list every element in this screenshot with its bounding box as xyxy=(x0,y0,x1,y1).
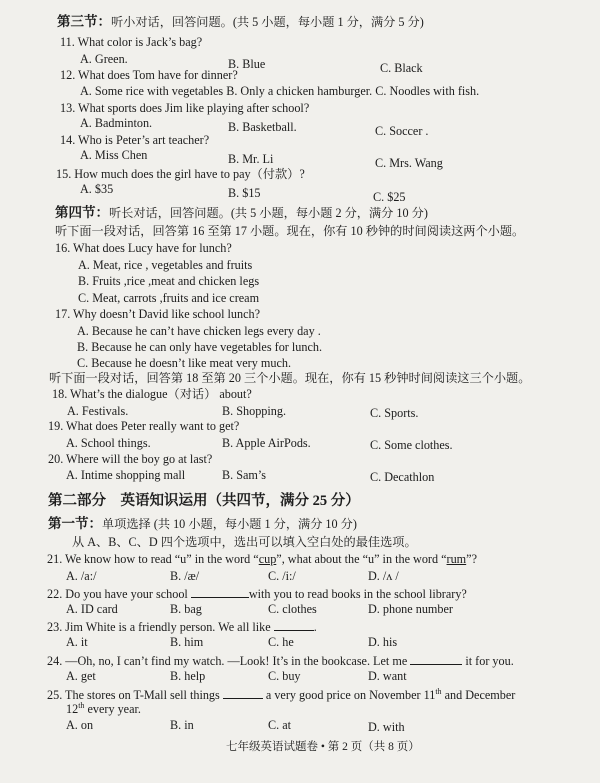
q25-question: 25. The stores on T-Mall sell things a very good price on November 11th and December xyxy=(47,686,516,702)
q23-option-a: A. it xyxy=(66,635,88,649)
q18-option-c: C. Sports. xyxy=(370,406,419,420)
q24-option-a: A. get xyxy=(66,669,96,683)
q20-option-a: A. Intime shopping mall xyxy=(66,468,186,482)
q24-blank xyxy=(410,653,462,665)
q25-option-d: D. with xyxy=(368,720,405,734)
q25-option-c: C. at xyxy=(268,718,292,732)
section4-intro-2: 听下面一段对话，回答第 18 至第 20 三个小题。现在，你有 15 秒钟时间阅读这三个小题。 xyxy=(49,371,531,385)
part2-section1-heading: 第一节：单项选择 (共 10 小题，每小题 1 分，满分 10 分) xyxy=(48,516,357,531)
section4-heading: 第四节：听长对话，回答问题。(共 5 小题，每小题 2 分，满分 10 分) xyxy=(55,205,428,220)
q14-question: 14. Who is Peter’s art teacher? xyxy=(60,133,210,147)
q15-option-c: C. $25 xyxy=(373,190,406,204)
q11-question: 11. What color is Jack’s bag? xyxy=(60,35,203,49)
q22-option-c: C. clothes xyxy=(268,602,317,616)
q20-option-c: C. Decathlon xyxy=(370,470,435,484)
q17-option-b: B. Because he can only have vegetables for lunch. xyxy=(77,340,323,354)
page-footer: 七年级英语试题卷 • 第 2 页（共 8 页） xyxy=(226,741,420,753)
q15-option-b: B. $15 xyxy=(228,186,261,200)
q22-option-a: A. ID card xyxy=(66,602,118,616)
q16-option-a: A. Meat, rice , vegetables and fruits xyxy=(78,258,253,272)
q14-option-b: B. Mr. Li xyxy=(228,152,274,166)
q21-option-b: B. /æ/ xyxy=(170,569,200,583)
q15-question: 15. How much does the girl have to pay（付款）? xyxy=(56,167,305,181)
q14-option-c: C. Mrs. Wang xyxy=(375,156,443,170)
q16-option-b: B. Fruits ,rice ,meat and chicken legs xyxy=(78,274,260,288)
q12-options: A. Some rice with vegetables B. Only a chicken hamburger. C. Noodles with fish. xyxy=(80,84,480,98)
q13-option-b: B. Basketball. xyxy=(228,120,297,134)
part2-heading: 第二部分 英语知识运用（共四节，满分 25 分） xyxy=(48,493,360,509)
q24-option-b: B. help xyxy=(170,669,206,683)
section4-intro-1: 听下面一段对话，回答第 16 至第 17 小题。现在，你有 10 秒钟的时间阅读这两个小题。 xyxy=(55,224,525,238)
q20-question: 20. Where will the boy go at last? xyxy=(48,452,213,466)
q23-option-d: D. his xyxy=(368,635,398,649)
q22-option-d: D. phone number xyxy=(368,602,453,616)
q17-question: 17. Why doesn’t David like school lunch? xyxy=(55,307,261,321)
q16-question: 16. What does Lucy have for lunch? xyxy=(55,241,232,255)
q23-question: 23. Jim White is a friendly person. We all like . xyxy=(47,620,317,634)
q13-option-c: C. Soccer . xyxy=(375,124,429,138)
q19-option-a: A. School things. xyxy=(66,436,151,450)
q24-option-c: C. buy xyxy=(268,669,301,683)
q21-option-a: A. /a:/ xyxy=(66,569,97,583)
q11-option-b: B. Blue xyxy=(228,57,266,71)
q25-question-line2: 12th every year. xyxy=(66,700,141,716)
q17-option-c: C. Because he doesn’t like meat very much. xyxy=(77,356,292,370)
q21-question: 21. We know how to read “u” in the word “cup”, what about the “u” in the word “rum”? xyxy=(47,552,477,566)
q13-option-a: A. Badminton. xyxy=(80,116,153,130)
q24-question: 24. —Oh, no, I can’t find my watch. —Look! It’s in the bookcase. Let me it for you. xyxy=(47,654,514,668)
q14-option-a: A. Miss Chen xyxy=(80,148,148,162)
q21-option-d: D. /ʌ / xyxy=(368,569,399,583)
q22-blank xyxy=(191,586,249,598)
section3-heading: 第三节：听小对话，回答问题。(共 5 小题，每小题 1 分，满分 5 分) xyxy=(57,14,424,29)
q15-option-a: A. $35 xyxy=(80,182,114,196)
q16-option-c: C. Meat, carrots ,fruits and ice cream xyxy=(78,291,260,305)
q19-option-c: C. Some clothes. xyxy=(370,438,453,452)
q23-option-c: C. he xyxy=(268,635,294,649)
q23-blank xyxy=(274,619,314,631)
q25-blank xyxy=(223,687,263,699)
q25-option-b: B. in xyxy=(170,718,194,732)
q12-question: 12. What does Tom have for dinner? xyxy=(60,68,238,82)
q18-option-b: B. Shopping. xyxy=(222,404,286,418)
q22-question: 22. Do you have your school with you to read books in the school library? xyxy=(47,587,467,601)
q20-option-b: B. Sam’s xyxy=(222,468,267,482)
q19-option-b: B. Apple AirPods. xyxy=(222,436,311,450)
q24-option-d: D. want xyxy=(368,669,407,683)
q21-option-c: C. /i:/ xyxy=(268,569,296,583)
q23-option-b: B. him xyxy=(170,635,204,649)
part2-section1-intro: 从 A、B、C、D 四个选项中，选出可以填入空白处的最佳选项。 xyxy=(72,535,417,549)
q19-question: 19. What does Peter really want to get? xyxy=(48,419,240,433)
q17-option-a: A. Because he can’t have chicken legs every day . xyxy=(77,324,321,338)
q13-question: 13. What sports does Jim like playing after school? xyxy=(60,101,310,115)
q11-option-a: A. Green. xyxy=(80,52,128,66)
q18-option-a: A. Festivals. xyxy=(67,404,129,418)
q25-option-a: A. on xyxy=(66,718,94,732)
q18-question: 18. What’s the dialogue（对话） about? xyxy=(52,387,252,401)
q11-option-c: C. Black xyxy=(380,61,423,75)
q22-option-b: B. bag xyxy=(170,602,202,616)
